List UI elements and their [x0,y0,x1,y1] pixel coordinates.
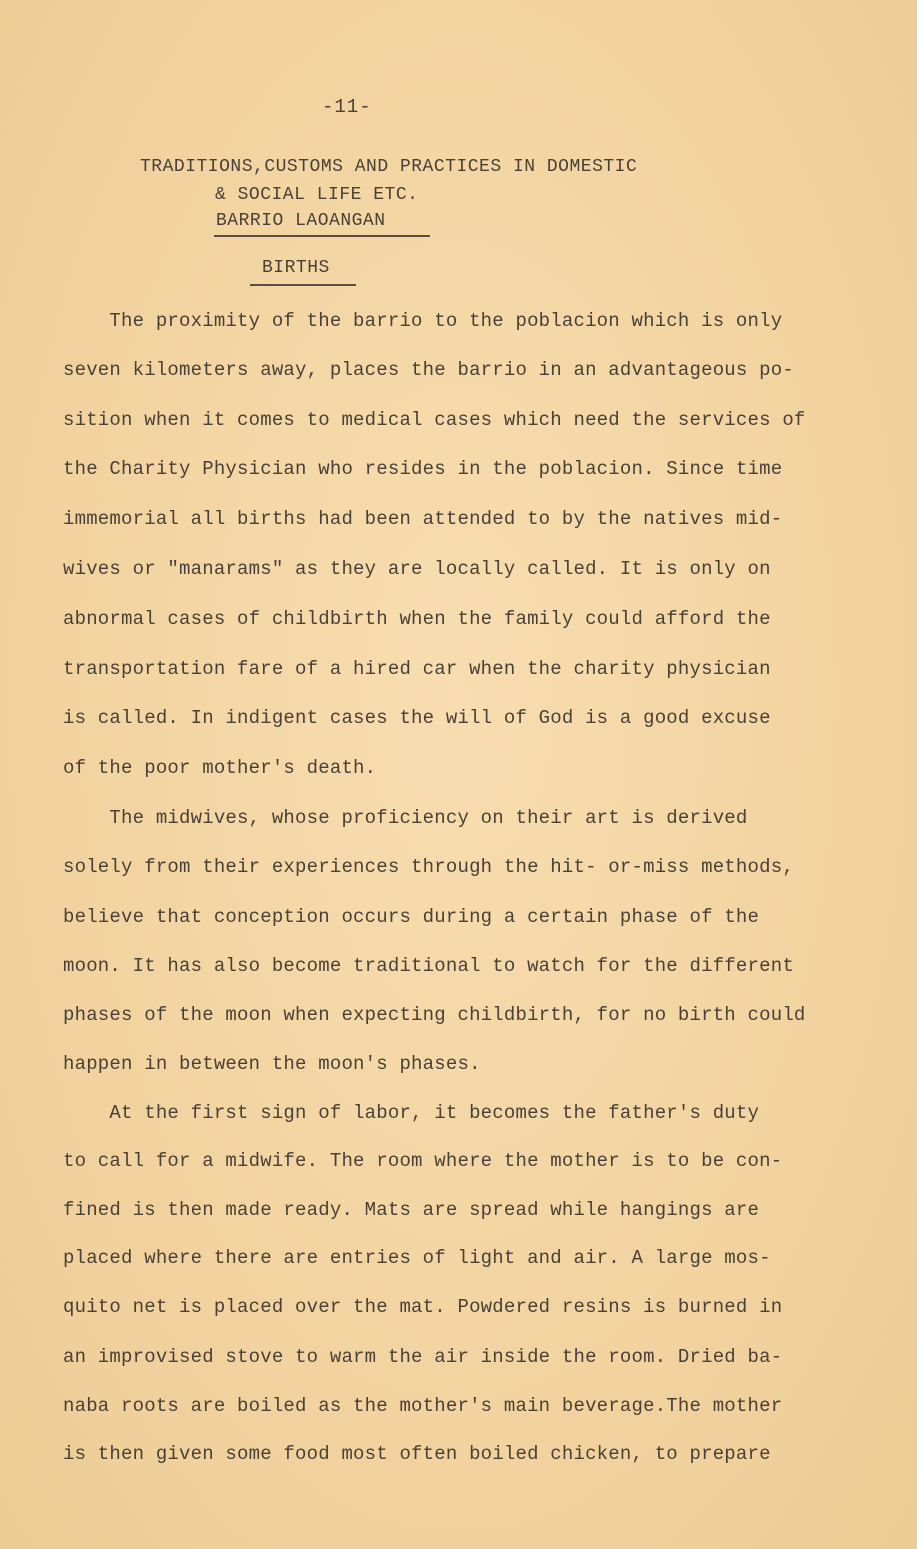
body-line: to call for a midwife. The room where the mother is to be con- [63,1150,783,1172]
body-line: the Charity Physician who resides in the poblacion. Since time [63,458,783,480]
body-line: phases of the moon when expecting childbirth, for no birth could [63,1004,806,1026]
body-line: naba roots are boiled as the mother's main beverage.The mother [63,1395,783,1417]
body-line: fined is then made ready. Mats are spread while hangings are [63,1199,760,1221]
heading-line-3: BARRIO LAOANGAN [216,211,386,231]
body-line: transportation fare of a hired car when the charity physician [63,658,771,680]
section-title: BIRTHS [262,258,330,278]
body-line: quito net is placed over the mat. Powdered resins is burned in [63,1296,783,1318]
body-line: is called. In indigent cases the will of God is a good excuse [63,707,771,729]
heading-underline [214,235,430,237]
body-line: abnormal cases of childbirth when the family could afford the [63,608,771,630]
section-underline [250,284,356,286]
page-number: -11- [322,96,372,118]
body-line: happen in between the moon's phases. [63,1053,481,1075]
body-line: an improvised stove to warm the air inside the room. Dried ba- [63,1346,783,1368]
body-line: moon. It has also become traditional to watch for the different [63,955,794,977]
body-line: The midwives, whose proficiency on their art is derived [63,807,748,829]
heading-line-2: & SOCIAL LIFE ETC. [215,185,419,205]
heading-line-1: TRADITIONS,CUSTOMS AND PRACTICES IN DOMESTIC [140,157,638,177]
body-line: At the first sign of labor, it becomes the father's duty [63,1102,760,1124]
body-line: is then given some food most often boiled chicken, to prepare [63,1443,771,1465]
body-line: seven kilometers away, places the barrio in an advantageous po- [63,359,794,381]
body-line: believe that conception occurs during a certain phase of the [63,906,760,928]
body-line: placed where there are entries of light and air. A large mos- [63,1247,771,1269]
body-line: of the poor mother's death. [63,757,377,779]
body-line: solely from their experiences through the hit- or-miss methods, [63,856,794,878]
body-line: The proximity of the barrio to the poblacion which is only [63,310,783,332]
body-line: wives or "manarams" as they are locally called. It is only on [63,558,771,580]
body-line: immemorial all births had been attended to by the natives mid- [63,508,783,530]
body-line: sition when it comes to medical cases which need the services of [63,409,806,431]
